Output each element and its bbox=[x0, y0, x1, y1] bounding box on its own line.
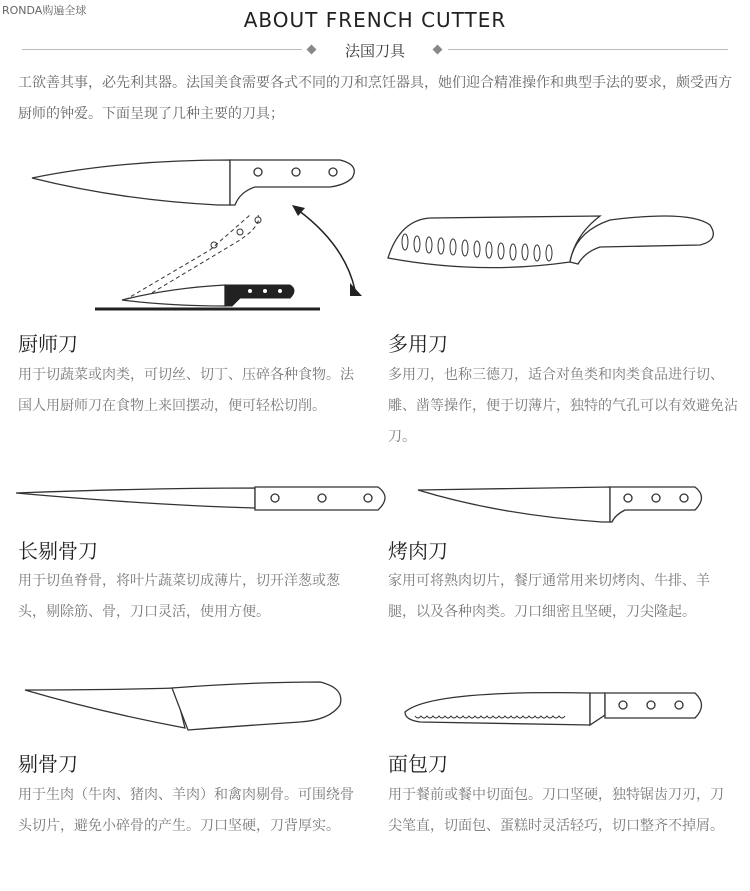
knife-name-santoku: 多用刀 bbox=[388, 332, 448, 356]
divider-line-left bbox=[22, 49, 302, 50]
knife-name-boning: 剔骨刀 bbox=[18, 752, 78, 776]
knife-name-bread: 面包刀 bbox=[388, 752, 448, 776]
knife-name-chef: 厨师刀 bbox=[18, 332, 78, 356]
knife-desc-long-fillet: 用于切鱼脊骨，将叶片蔬菜切成薄片，切开洋葱或葱头，剔除筋、骨，刀口灵活，使用方便。 bbox=[18, 573, 340, 620]
knife-name-carving: 烤肉刀 bbox=[388, 539, 448, 563]
divider-line-right bbox=[448, 49, 728, 50]
knife-desc-carving: 家用可将熟肉切片，餐厅通常用来切烤肉、牛排、羊腿，以及各种肉类。刀口细密且坚硬，刀尖隆起。 bbox=[388, 573, 710, 620]
knife-name-long-fillet: 长剔骨刀 bbox=[18, 539, 98, 563]
knife-desc-chef: 用于切蔬菜或肉类，可切丝、切丁、压碎各种食物。法国人用厨师刀在食物上来回摆动，便可轻松切削。 bbox=[18, 367, 354, 414]
knife-desc-bread: 用于餐前或餐中切面包。刀口坚硬，独特锯齿刀刃，刀尖笔直，切面包、蛋糕时灵活轻巧，切口整齐不掉屑。 bbox=[388, 787, 724, 834]
knife-desc-boning: 用于生肉（牛肉、猪肉、羊肉）和禽肉剔骨。可围绕骨头切片，避免小碎骨的产生。刀口坚硬，刀背厚实。 bbox=[18, 787, 354, 834]
subtitle-divider bbox=[22, 40, 728, 60]
page-subtitle: 法国刀具 bbox=[344, 42, 405, 60]
divider-diamond-right bbox=[433, 45, 443, 55]
divider-diamond-left bbox=[307, 45, 317, 55]
intro-paragraph: 工欲善其事，必先利其器。法国美食需要各式不同的刀和烹饪器具，她们迎合精准操作和典型手法的要求，颇受西方厨师的钟爱。下面呈现了几种主要的刀具； bbox=[18, 75, 732, 122]
knife-desc-santoku: 多用刀，也称三德刀，适合对鱼类和肉类食品进行切、雕、凿等操作，便于切薄片，独特的气孔可以有效避免沾刀。 bbox=[388, 367, 738, 445]
brand-label: RONDA购遍全球 bbox=[2, 4, 87, 17]
page-title: ABOUT FRENCH CUTTER bbox=[243, 8, 507, 32]
